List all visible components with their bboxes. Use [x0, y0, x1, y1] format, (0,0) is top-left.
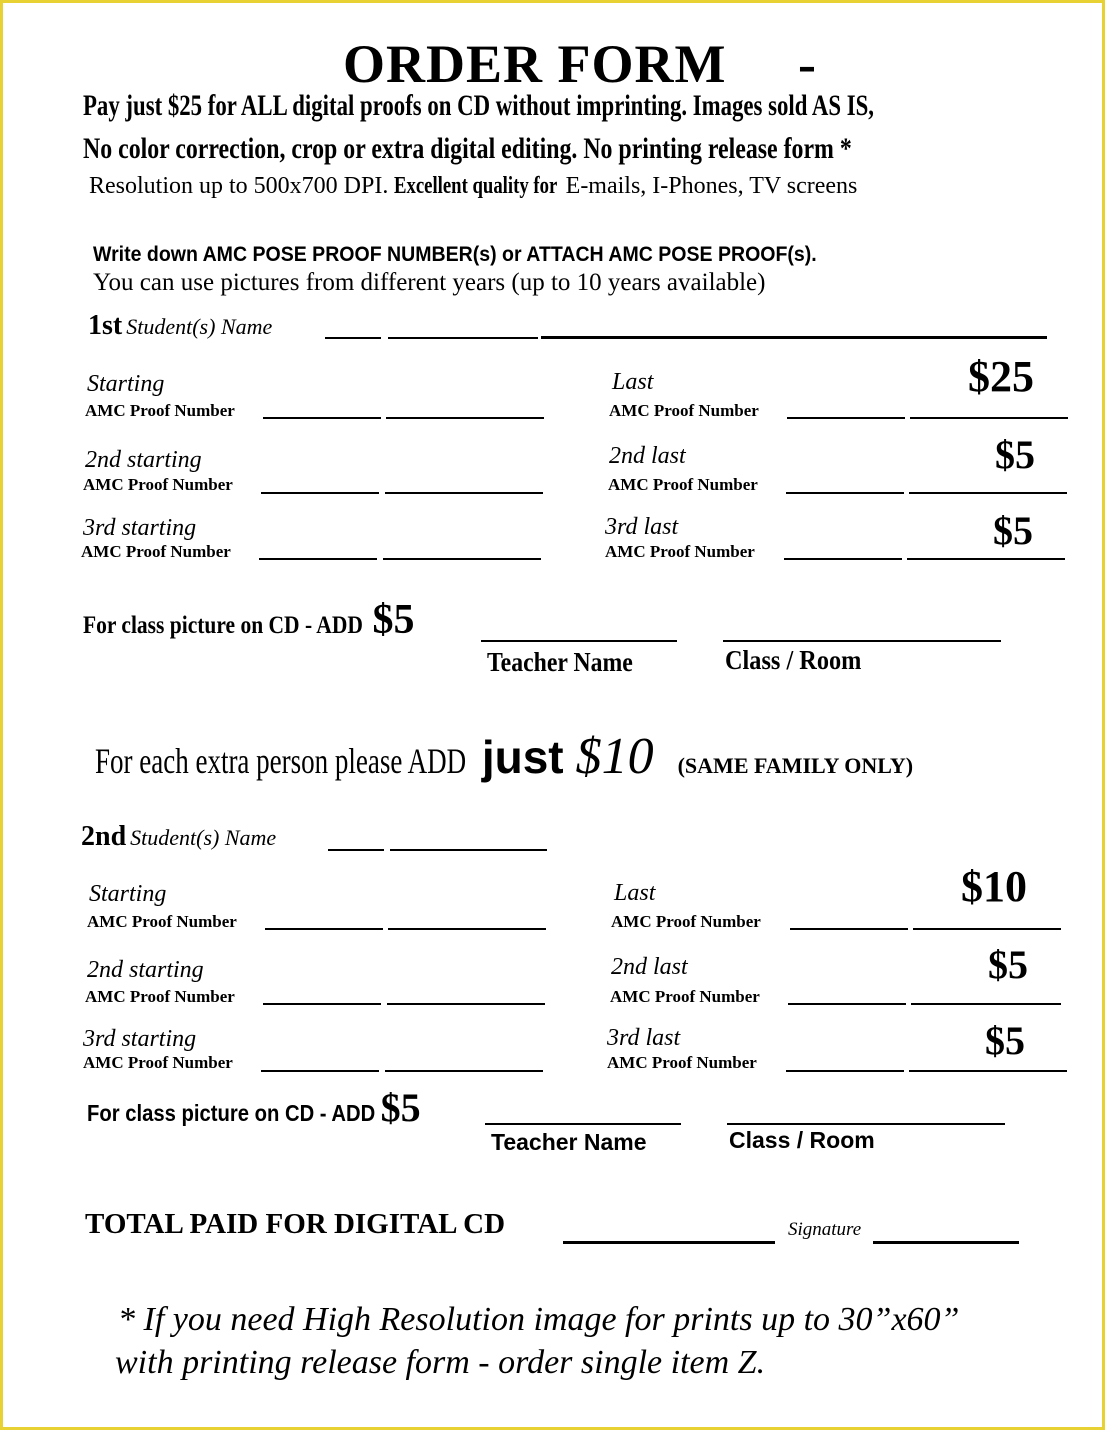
s2-second-starting-proof-label: AMC Proof Number	[85, 987, 235, 1006]
s1-teacher-name-label: Teacher Name	[487, 647, 633, 677]
s1-classroom-line[interactable]	[723, 640, 1001, 642]
student1-name-line-2[interactable]	[388, 337, 538, 339]
s1-second-last-line-b[interactable]	[909, 492, 1067, 494]
s2-third-starting-line-a[interactable]	[261, 1070, 379, 1072]
signature-label: Signature	[788, 1219, 862, 1240]
s2-third-last-label: 3rd last	[607, 1025, 681, 1051]
extra-person-line	[95, 727, 913, 786]
s2-second-starting-line-b[interactable]	[387, 1003, 545, 1005]
s1-teacher-line[interactable]	[481, 640, 677, 642]
student2-name-text: Student(s) Name	[130, 825, 277, 850]
s2-second-last-line-b[interactable]	[911, 1003, 1061, 1005]
resolution-text: Resolution up to 500x700 DPI.	[89, 173, 389, 199]
s2-price-main: $10	[961, 862, 1027, 911]
instruction-line-2: You can use pictures from different years (up to 10 years available)	[93, 269, 766, 296]
s2-teacher-name-label: Teacher Name	[491, 1129, 647, 1155]
s1-classroom-label: Class / Room	[725, 645, 862, 675]
header-line-2: No color correction, crop or extra digital editing. No printing release form *	[83, 132, 852, 165]
s1-price-second: $5	[995, 432, 1035, 477]
s2-second-last-line-a[interactable]	[788, 1003, 906, 1005]
extra-person-price: $10	[575, 728, 654, 785]
s2-classroom-label: Class / Room	[729, 1127, 875, 1153]
student1-name-label	[88, 310, 272, 342]
s2-second-starting-line-a[interactable]	[263, 1003, 381, 1005]
s2-teacher-line[interactable]	[485, 1123, 681, 1125]
s2-starting-label: Starting	[89, 881, 167, 907]
s2-last-line-b[interactable]	[913, 928, 1061, 930]
header-line-3	[89, 173, 857, 200]
s1-third-last-proof-label: AMC Proof Number	[605, 542, 755, 561]
s2-last-proof-label: AMC Proof Number	[611, 912, 761, 931]
s1-starting-line-b[interactable]	[386, 417, 544, 419]
s1-third-starting-line-a[interactable]	[259, 558, 377, 560]
extra-person-family-only: (SAME FAMILY ONLY)	[677, 753, 914, 778]
s2-class-picture-text: For class picture on CD - ADD	[87, 1100, 376, 1126]
student2-name-label	[81, 821, 276, 853]
s2-third-starting-line-b[interactable]	[385, 1070, 543, 1072]
s2-class-picture-price: $5	[380, 1085, 421, 1130]
s1-second-starting-proof-label: AMC Proof Number	[83, 475, 233, 494]
s1-third-last-label: 3rd last	[605, 514, 679, 540]
student1-name-line[interactable]	[325, 337, 381, 339]
s1-starting-label: Starting	[87, 371, 165, 397]
s1-third-starting-label: 3rd starting	[83, 515, 197, 541]
s2-starting-proof-label: AMC Proof Number	[87, 912, 237, 931]
s2-last-label: Last	[614, 880, 656, 906]
s2-last-line-a[interactable]	[790, 928, 908, 930]
s2-price-third: $5	[985, 1018, 1025, 1063]
header-line-1: Pay just $25 for ALL digital proofs on CD without imprinting. Images sold AS IS,	[83, 89, 874, 122]
s1-second-last-line-a[interactable]	[786, 492, 904, 494]
s2-third-last-proof-label: AMC Proof Number	[607, 1053, 757, 1072]
extra-person-text: For each extra person please ADD	[95, 741, 467, 781]
s2-second-last-label: 2nd last	[611, 954, 688, 980]
s1-second-last-label: 2nd last	[609, 443, 686, 469]
s1-third-last-line-a[interactable]	[784, 558, 902, 560]
s1-third-starting-proof-label: AMC Proof Number	[81, 542, 231, 561]
s2-classroom-line[interactable]	[727, 1123, 1005, 1125]
s2-third-last-line-a[interactable]	[786, 1070, 904, 1072]
s2-third-starting-label: 3rd starting	[83, 1026, 197, 1052]
s1-second-starting-line-b[interactable]	[385, 492, 543, 494]
s1-second-starting-line-a[interactable]	[261, 492, 379, 494]
title-dash: -	[798, 34, 817, 94]
s1-price-third: $5	[993, 508, 1033, 553]
s2-class-picture-label	[87, 1084, 421, 1131]
s1-starting-line-a[interactable]	[263, 417, 381, 419]
s2-second-starting-label: 2nd starting	[87, 957, 204, 983]
s1-third-last-line-b[interactable]	[907, 558, 1065, 560]
s2-starting-line-a[interactable]	[265, 928, 383, 930]
quality-text: Excellent quality for	[394, 173, 558, 199]
s1-class-picture-price: $5	[372, 597, 415, 643]
s1-second-last-proof-label: AMC Proof Number	[608, 475, 758, 494]
student1-name-text: Student(s) Name	[126, 314, 273, 339]
student2-name-line-2[interactable]	[390, 849, 547, 851]
s1-third-starting-line-b[interactable]	[383, 558, 541, 560]
footer-note-2: with printing release form - order single item Z.	[115, 1344, 766, 1381]
instruction-line-1: Write down AMC POSE PROOF NUMBER(s) or ATTACH AMC POSE PROOF(s).	[93, 243, 817, 266]
student2-ordinal: 2nd	[81, 821, 127, 852]
devices-text: E-mails, I-Phones, TV screens	[565, 173, 858, 199]
s1-class-picture-label	[83, 596, 414, 644]
s2-third-starting-proof-label: AMC Proof Number	[83, 1053, 233, 1072]
footer-note-1: * If you need High Resolution image for prints up to 30”x60”	[118, 1301, 960, 1338]
s1-last-label: Last	[612, 369, 654, 395]
s1-second-starting-label: 2nd starting	[85, 447, 202, 473]
signature-line[interactable]	[873, 1241, 1019, 1244]
student1-ordinal: 1st	[88, 310, 123, 341]
s2-starting-line-b[interactable]	[388, 928, 546, 930]
s1-last-line-a[interactable]	[787, 417, 905, 419]
s1-price-main: $25	[968, 352, 1034, 401]
s2-price-second: $5	[988, 942, 1028, 987]
s2-second-last-proof-label: AMC Proof Number	[610, 987, 760, 1006]
s1-last-proof-label: AMC Proof Number	[609, 401, 759, 420]
student2-name-line[interactable]	[328, 849, 384, 851]
total-paid-line[interactable]	[563, 1241, 775, 1244]
s1-last-line-b[interactable]	[910, 417, 1068, 419]
s1-class-picture-text: For class picture on CD - ADD	[83, 612, 363, 639]
s2-third-last-line-b[interactable]	[909, 1070, 1067, 1072]
total-paid-label: TOTAL PAID FOR DIGITAL CD	[85, 1208, 506, 1240]
extra-person-just: just	[481, 731, 564, 783]
student1-name-line-3[interactable]	[541, 336, 1047, 339]
form-title: ORDER FORM	[343, 34, 727, 94]
s1-starting-proof-label: AMC Proof Number	[85, 401, 235, 420]
